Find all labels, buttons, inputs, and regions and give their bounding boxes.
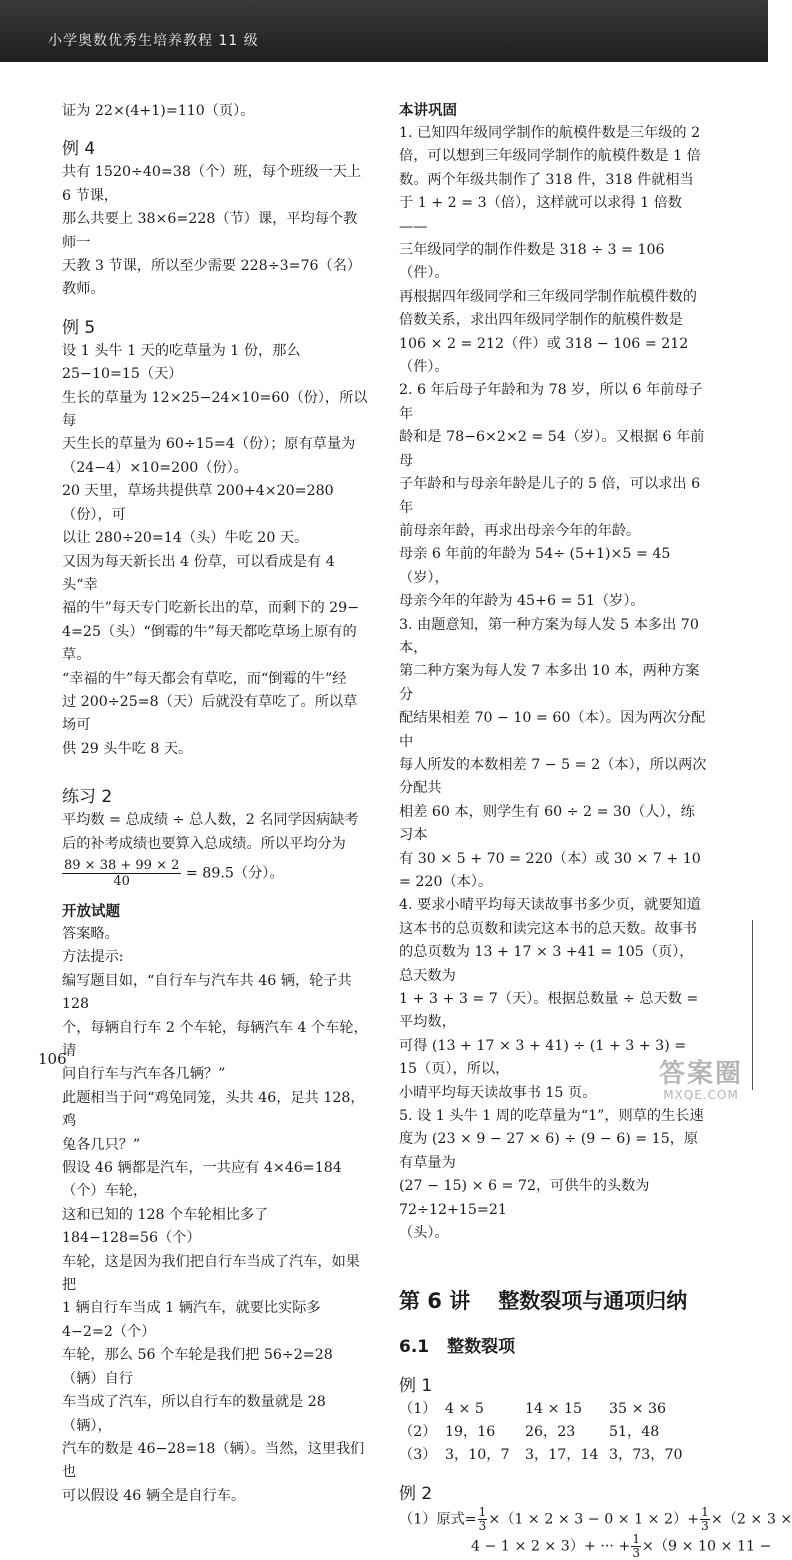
text-line: 这本书的总页数和读完这本书的总天数。故事书 <box>399 920 697 937</box>
text-line: 编写题目如，“自行车与汽车共 46 辆，轮子共 128 <box>62 972 352 1013</box>
example-2-heading: 例 2 <box>399 1483 433 1504</box>
formula-result: = 89.5（分）。 <box>185 865 284 882</box>
text-line: “幸福的牛”每天都会有草吃，而“倒霉的牛”经 <box>62 670 347 687</box>
answer-cell: 3，17，14 <box>525 1447 599 1464</box>
intro-line: 证为 22×(4+1)=110（页）。 <box>62 103 255 119</box>
text-line: 度为 (23 × 9 − 27 × 6) ÷ (9 − 6) = 15，原有草量为 <box>399 1131 699 1171</box>
watermark-text: 答案圈 <box>658 1059 743 1089</box>
text-line: 小晴平均每天读故事书 15 页。 <box>399 1084 597 1101</box>
example-4-body <box>62 161 368 301</box>
section-number: 6.1 <box>399 1336 430 1357</box>
text-line: 于 1 + 2 = 3（倍），这样就可以求得 1 倍数—— <box>399 195 682 235</box>
answer-cell: 14 × 15 <box>525 1400 583 1417</box>
text-line: 子年龄和与母亲年龄是儿子的 5 倍，可以求出 6 年 <box>399 476 701 516</box>
formula-text: ×（1 × 2 × 3 − 0 × 1 × 2）+ <box>488 1511 700 1528</box>
example-4-heading: 例 4 <box>62 139 96 160</box>
example-1-heading: 例 1 <box>399 1375 433 1396</box>
text-line: 车当成了汽车，所以自行车的数量就是 28（辆）， <box>62 1394 326 1434</box>
text-line: （头）。 <box>399 1225 449 1242</box>
answer-cell: 3，73，70 <box>609 1447 683 1464</box>
lesson-number: 第 6 讲 <box>399 1288 471 1313</box>
text-line: 106 × 2 = 212（件）或 318 − 106 = 212（件）。 <box>399 335 689 376</box>
answer-row <box>399 1421 707 1444</box>
fraction-numerator: 1 <box>701 1504 709 1519</box>
answer-cell: 51，48 <box>609 1423 660 1440</box>
text-line: 1. 已知四年级同学制作的航模件数是三年级的 2 <box>399 125 701 141</box>
review-heading: 本讲巩固 <box>399 103 457 119</box>
text-line: 再根据四年级同学和三年级同学制作航模件数的 <box>399 288 697 305</box>
text-line: 3. 由题意知，第一种方案为每人发 5 本多出 70 本， <box>399 616 699 656</box>
text-line: 答案略。 <box>62 925 119 942</box>
answer-cell: 35 × 36 <box>609 1400 667 1417</box>
watermark-url: MXQE.COM <box>663 1088 739 1102</box>
running-header <box>0 0 768 62</box>
row-label: （2） <box>399 1423 437 1440</box>
text-line: 相差 60 本，则学生有 60 ÷ 2 = 30（人），练习本 <box>399 803 695 844</box>
formula-text: 4 − 1 × 2 × 3）+ ··· + <box>471 1538 631 1555</box>
text-line: 车轮，那么 56 个车轮是我们把 56÷2=28（辆）自行 <box>62 1347 333 1387</box>
text-line: 可以假设 46 辆全是自行车。 <box>62 1487 246 1504</box>
answer-row <box>399 1398 707 1421</box>
text-line: 母亲 6 年前的年龄为 54÷ (5+1)×5 = 45（岁）， <box>399 546 671 586</box>
fraction-numerator: 1 <box>632 1531 640 1546</box>
open-question-body <box>62 923 368 1508</box>
text-line: 4. 要求小晴平均每天读故事书多少页，就要知道 <box>399 897 701 914</box>
text-line: 兔各几只？” <box>62 1136 141 1153</box>
text-line: 1 辆自行车当成 1 辆汽车，就要比实际多 4−2=2（个） <box>62 1300 321 1340</box>
text-line: 设 1 头牛 1 天的吃草量为 1 份，那么 25−10=15（天） <box>62 342 301 383</box>
formula-line <box>399 1531 772 1560</box>
text-line: 那么共要上 38×6=228（节）课，平均每个教师一 <box>62 211 358 251</box>
text-line: 倍数关系，求出四年级同学制作的航模件数是 <box>399 312 683 329</box>
text-line: 过 200÷25=8（天）后就没有草吃了。所以草场可 <box>62 693 358 734</box>
left-column <box>62 100 368 1508</box>
practice-2-heading: 练习 2 <box>62 787 113 808</box>
fraction-denominator: 3 <box>701 1518 709 1533</box>
text-line: 2. 6 年后母子年龄和为 78 岁，所以 6 年前母子年 <box>399 382 703 422</box>
lesson-title <box>399 1286 707 1316</box>
example-2-body <box>399 1504 792 1560</box>
text-line: 第二种方案为每人发 7 本多出 10 本，两种方案分 <box>399 663 700 703</box>
answer-row <box>399 1444 707 1467</box>
text-line: 这和已知的 128 个车轮相比多了 184−128=56（个） <box>62 1206 269 1247</box>
average-formula <box>62 858 368 889</box>
formula-text: ×（9 × 10 × 11 − <box>641 1538 772 1555</box>
text-line: (27 − 15) × 6 = 72，可供牛的头数为 72÷12+15=21 <box>399 1178 650 1218</box>
example-1-body <box>399 1398 707 1468</box>
text-line: 供 29 头牛吃 8 天。 <box>62 740 193 757</box>
book-title: 小学奥数优秀生培养教程 11 级 <box>48 33 259 49</box>
text-line: 个，每辆自行车 2 个车轮，每辆汽车 4 个车轮，请 <box>62 1019 368 1059</box>
watermark-logo <box>646 1060 756 1106</box>
fraction-denominator: 3 <box>478 1518 487 1533</box>
text-line: 5. 设 1 头牛 1 周的吃草量为“1”，则草的生长速 <box>399 1108 704 1125</box>
answer-cell: 4 × 5 <box>445 1400 484 1417</box>
fraction <box>478 1506 488 1533</box>
answer-cell: 19，16 <box>445 1423 496 1440</box>
text-line: 平均数 = 总成绩 ÷ 总人数，2 名同学因病缺考 <box>62 812 359 829</box>
section-title <box>399 1334 707 1360</box>
fraction <box>700 1506 710 1533</box>
fraction <box>631 1533 641 1560</box>
row-label: （1） <box>399 1400 437 1417</box>
text-line: 假设 46 辆都是汽车，一共应有 4×46=184（个）车轮， <box>62 1160 342 1200</box>
text-line: 倍，可以想到三年级同学制作的航模件数是 1 倍 <box>399 148 701 165</box>
text-line: 天教 3 节课，所以至少需要 228÷3=76（名）教师。 <box>62 258 362 298</box>
text-line: 母亲今年的年龄为 45+6 = 51（岁）。 <box>399 593 645 610</box>
fraction <box>62 858 181 889</box>
text-line: （24−4）×10=200（份）。 <box>62 459 248 476</box>
text-line: 龄和是 78−6×2×2 = 54（岁）。又根据 6 年前母 <box>399 429 705 469</box>
text-line: 三年级同学的制作件数是 318 ÷ 3 = 106（件）。 <box>399 242 665 282</box>
open-question-heading: 开放试题 <box>62 903 120 920</box>
text-line: 后的补考成绩也要算入总成绩。所以平均分为 <box>62 835 346 852</box>
text-line: 天生长的草量为 60÷15=4（份）；原有草量为 <box>62 436 356 453</box>
text-line: 数。两个年级共制作了 318 件，318 件就相当 <box>399 171 694 188</box>
row-label: （3） <box>399 1447 437 1464</box>
practice-2-body <box>62 809 368 889</box>
text-line: 每人所发的本数相差 7 − 5 = 2（本），所以两次分配共 <box>399 756 707 797</box>
answer-cell: 26，23 <box>525 1423 576 1440</box>
example-5-body <box>62 340 368 761</box>
text-line: 以让 280÷20=14（头）牛吃 20 天。 <box>62 530 309 547</box>
section-name: 整数裂项 <box>447 1336 516 1357</box>
fraction-denominator: 3 <box>632 1545 640 1560</box>
text-line: 汽车的数是 46−28=18（辆）。当然，这里我们也 <box>62 1440 365 1481</box>
text-line: 4=25（头）“倒霉的牛”每天都吃草场上原有的草。 <box>62 623 357 664</box>
page-number: 106 <box>38 1050 67 1068</box>
text-line: 可得 (13 + 17 × 3 + 41) ÷ (1 + 3 + 3) = 15（页），所以， <box>399 1037 687 1078</box>
text-line: 福的牛”每天专门吃新长出的草，而剩下的 29− <box>62 600 360 617</box>
text-line: 车轮，这是因为我们把自行车当成了汽车，如果把 <box>62 1253 360 1294</box>
formula-text: ×（2 × 3 × <box>710 1511 792 1528</box>
text-line: 又因为每天新长出 4 份草，可以看成是有 4 头“幸 <box>62 553 335 593</box>
fraction-numerator: 1 <box>478 1504 487 1519</box>
text-line: 此题相当于问“鸡兔同笼，头共 46，足共 128，鸡 <box>62 1089 365 1130</box>
lesson-name: 整数裂项与通项归纳 <box>498 1288 688 1313</box>
text-line: 前母亲年龄，再求出母亲今年的年龄。 <box>399 522 641 539</box>
text-line: 生长的草量为 12×25−24×10=60（份），所以每 <box>62 389 368 430</box>
text-line: 方法提示: <box>62 949 124 966</box>
text-line: 20 天里，草场共提供草 200+4×20=280（份），可 <box>62 483 334 523</box>
text-line: 问自行车与汽车各几辆？” <box>62 1066 226 1083</box>
text-line: 配结果相差 70 − 10 = 60（本）。因为两次分配中 <box>399 710 706 750</box>
formula-text: （1）原式= <box>399 1511 477 1528</box>
text-line: 共有 1520÷40=38（个）班，每个班级一天上 6 节课， <box>62 164 362 204</box>
fraction-numerator: 89 × 38 + 99 × 2 <box>64 857 180 873</box>
text-line: 1 + 3 + 3 = 7（天）。根据总数量 ÷ 总天数 = 平均数， <box>399 991 699 1031</box>
text-line: 有 30 × 5 + 70 = 220（本）或 30 × 7 + 10 = 220（本）。 <box>399 850 701 890</box>
formula-line <box>399 1504 792 1533</box>
right-column <box>399 100 792 1560</box>
fraction-denominator: 40 <box>113 873 130 889</box>
text-line: 的总页数为 13 + 17 × 3 +41 = 105（页），总天数为 <box>399 944 694 984</box>
answer-cell: 3，10，7 <box>445 1447 510 1464</box>
example-5-heading: 例 5 <box>62 317 96 338</box>
